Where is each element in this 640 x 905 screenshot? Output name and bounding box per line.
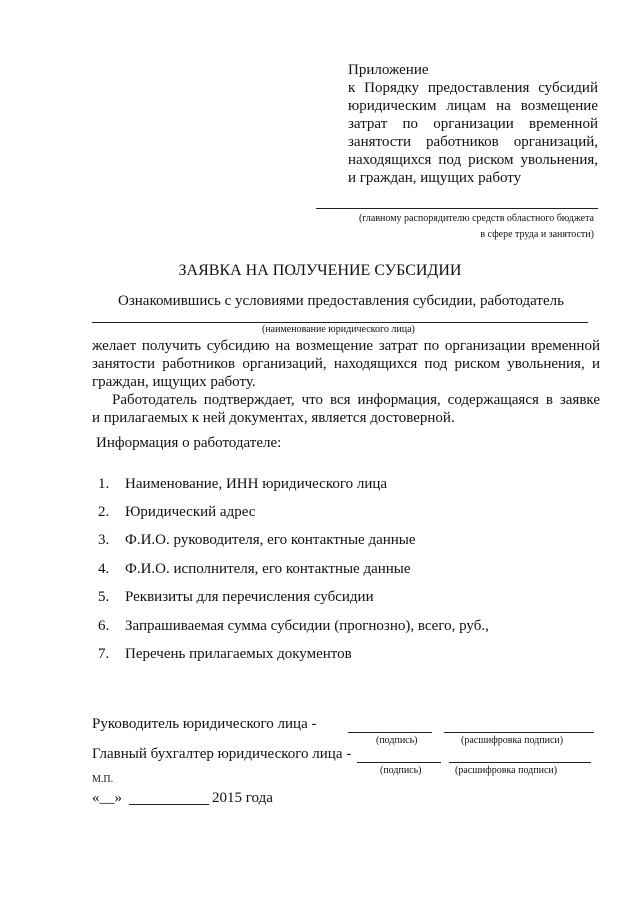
head-decoding-line[interactable] [444,732,594,733]
accountant-signature-label: Главный бухгалтер юридического лица - [92,746,352,762]
list-item-number: 3. [98,532,110,548]
list-item-text: Перечень прилагаемых документов [125,646,352,662]
appendix-line: затрат по организации временной [348,116,598,132]
list-item-text: Наименование, ИНН юридического лица [125,476,388,492]
list-item-number: 6. [98,618,110,634]
info-heading: Информация о работодателе: [96,435,282,451]
list-item [98,646,352,663]
intro-lead: Ознакомившись с условиями предоставления субсидии, работодатель [118,293,564,309]
appendix-line: и граждан, ищущих работу [348,170,522,186]
intro-line: занятости работников организаций, находящихся под риском увольнения, и [92,356,600,372]
list-item-text: Реквизиты для перечисления субсидии [125,589,374,605]
list-item-text: Ф.И.О. исполнителя, его контактные данные [125,561,411,577]
list-item-number: 1. [98,476,110,492]
signature-caption: (подпись) [380,765,422,776]
employer-underline [92,322,588,323]
intro-line: граждан, ищущих работу. [92,374,256,390]
intro-paragraph [92,337,600,391]
date-line [92,789,122,807]
list-item [98,589,374,606]
list-item-number: 7. [98,646,110,662]
stamp-label: М.П. [92,774,114,785]
confirm-paragraph [92,391,600,427]
date-year: 2015 года [212,790,273,806]
addressee-underline [316,208,598,209]
head-signature-line[interactable] [348,732,432,733]
date-quote-open: « [92,790,100,806]
head-signature-label: Руководитель юридического лица - [92,716,317,732]
list-item [98,532,416,549]
addressee-caption-line: в сфере труда и занятости) [480,229,594,240]
confirm-line: и прилагаемых к ней документах, является достоверной. [92,410,455,426]
list-item-number: 5. [98,589,110,605]
list-item-text: Запрашиваемая сумма субсидии (прогнозно), всего, руб., [125,618,489,634]
signature-caption: (подпись) [376,735,418,746]
addressee-caption [359,211,594,243]
list-item-number: 2. [98,504,110,520]
list-item-text: Юридический адрес [125,504,256,520]
date-month-line[interactable] [129,804,209,805]
appendix-line: Приложение [348,62,429,78]
decoding-caption: (расшифровка подписи) [455,765,558,776]
appendix-line: занятости работников организаций, [348,134,598,150]
accountant-decoding-line[interactable] [449,762,591,763]
list-item [98,504,255,521]
intro-line: желает получить субсидию на возмещение затрат по организации временной [92,338,600,354]
confirm-line: Работодатель подтверждает, что вся информация, содержащаяся в заявке [112,392,600,408]
appendix-line: к Порядку предоставления субсидий [348,80,598,96]
list-item-number: 4. [98,561,110,577]
list-item-text: Ф.И.О. руководителя, его контактные данные [125,532,416,548]
page-title: ЗАЯВКА НА ПОЛУЧЕНИЕ СУБСИДИИ [178,262,462,279]
date-day-blank[interactable]: __ [99,790,115,806]
employer-caption: (наименование юридического лица) [262,324,415,335]
list-item [98,618,489,635]
list-item [98,561,411,578]
date-quote-close: » [114,790,122,806]
list-item [98,476,387,493]
decoding-caption: (расшифровка подписи) [461,735,564,746]
appendix-block [348,61,598,187]
accountant-signature-line[interactable] [357,762,441,763]
appendix-line: находящихся под риском увольнения, [348,152,598,168]
addressee-caption-line: (главному распорядителю средств областного бюджета [358,213,594,224]
appendix-line: юридическим лицам на возмещение [348,98,598,114]
